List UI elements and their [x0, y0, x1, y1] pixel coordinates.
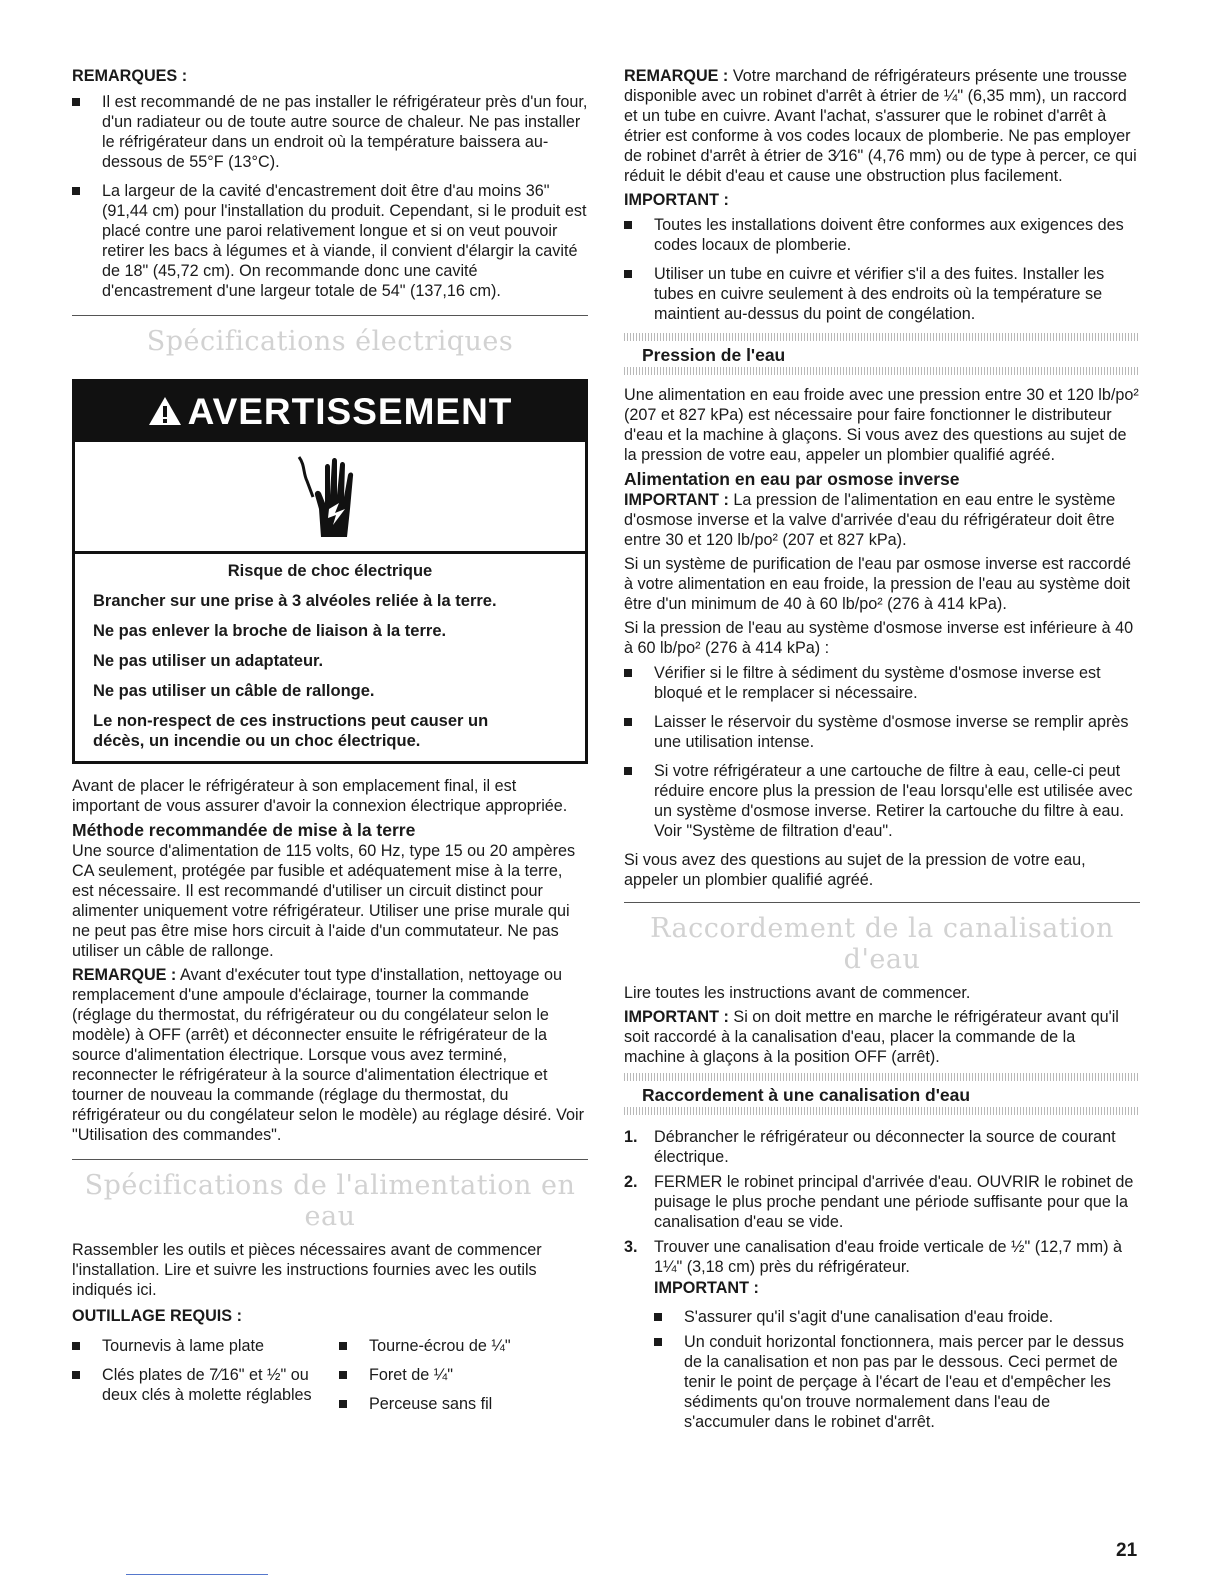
right-column — [624, 66, 1140, 1437]
warning-line: Ne pas utiliser un câble de rallonge. — [93, 682, 375, 700]
warning-line: Ne pas utiliser un adaptateur. — [93, 652, 324, 670]
tools-column-1 — [72, 1336, 339, 1423]
osmose-paragraph: Si un système de purification de l'eau par osmose inverse est raccordé à votre alimentation en eau froide, la pression de l'eau au système doit être d'un minimum de 40 à 60 lb/po² (276 à 414 kPa). — [624, 555, 1131, 613]
section-title-electrical: Spécifications électriques — [146, 326, 514, 357]
step-text: Trouver une canalisation d'eau froide verticale de ½" (12,7 mm) à 1¼" (3,18 cm) près du réfrigérateur. — [654, 1238, 1123, 1276]
important-list — [624, 215, 1140, 324]
section3-important-text: Si on doit mettre en marche le réfrigérateur avant qu'il soit raccordé à la canalisation d'eau, placer la commande de la machine à glaçons à la position OFF (arrêt). — [624, 1008, 1119, 1066]
list-item: Toutes les installations doivent être conformes aux exigences des codes locaux de plomberie. — [624, 215, 1140, 255]
section-title-water-supply: Spécifications de l'alimentation en eau — [84, 1170, 576, 1232]
remarque-label: REMARQUE : — [72, 966, 177, 984]
list-item: Il est recommandé de ne pas installer le réfrigérateur près d'un four, d'un radiateur ou de toute autre source de chaleur. Ne pas installer le réfrigérateur dans un endroit où la température baissera au-dessous de 55°F (13°C). — [72, 92, 588, 172]
subsection-rule — [624, 1107, 1140, 1115]
section3-paragraph: Lire toutes les instructions avant de commencer. — [624, 984, 971, 1002]
remarque-label: REMARQUE : — [624, 67, 729, 85]
footer-link-line — [126, 1574, 268, 1575]
important-label: IMPORTANT : — [624, 191, 729, 209]
intro-paragraph: Avant de placer le réfrigérateur à son emplacement final, il est important de vous assurer d'avoir la connexion électrique appropriée. — [72, 777, 568, 815]
important-label: IMPORTANT : — [654, 1279, 759, 1297]
warning-header — [75, 382, 585, 442]
list-item: Perceuse sans fil — [339, 1394, 588, 1414]
list-item: S'assurer qu'il s'agit d'une canalisation d'eau froide. — [654, 1307, 1140, 1327]
list-item: Un conduit horizontal fonctionnera, mais percer par le dessus de la canalisation et non pas par le dessous. Ceci permet de tenir le point de perçage à l'écart de l'eau et d'empêcher les sédiments qu'on trouve normalement dans l'eau de s'accumuler dans le robinet d'arrêt. — [654, 1332, 1140, 1432]
pression-paragraph: Une alimentation en eau froide avec une pression entre 30 et 120 lb/po² (207 et 827 kPa) est nécessaire pour faire fonctionner le distributeur d'eau et la machine à glaçons. Si vous avez des questions au sujet de la pression de votre eau, appeler un plombier qualifié agréé. — [624, 386, 1139, 464]
step-item — [624, 1127, 1140, 1167]
list-item: Laisser le réservoir du système d'osmose inverse se remplir après une utilisation intense. — [624, 712, 1140, 752]
warning-box — [72, 379, 588, 764]
subsection-rule — [624, 333, 1140, 341]
warning-header-text: AVERTISSEMENT — [187, 391, 513, 432]
tools-list — [72, 1336, 588, 1423]
list-item: La largeur de la cavité d'encastrement doit être d'au moins 36" (91,44 cm) pour l'installation du produit. Cependant, si le produit est placé contre une paroi relativement longue et si on veut pouvoir retirer les bacs à légumes et à viande, il convient d'élargir la cavité de 18" (45,72 cm). On recommande donc une cavité d'encastrement d'une largeur totale de 54" (137,16 cm). — [72, 181, 588, 301]
remarques-label: REMARQUES : — [72, 67, 188, 85]
outillage-label: OUTILLAGE REQUIS : — [72, 1307, 242, 1325]
osmose-heading: Alimentation en eau par osmose inverse — [624, 469, 960, 489]
electric-shock-hand-icon — [75, 442, 585, 554]
step-number: 1. — [624, 1128, 638, 1146]
left-column — [72, 66, 588, 1423]
list-item: Clés plates de 7⁄16" et ½" ou deux clés à molette réglables — [72, 1365, 321, 1405]
step-text: Débrancher le réfrigérateur ou déconnecter la source de courant électrique. — [654, 1128, 1116, 1166]
osmose-paragraph: Si vous avez des questions au sujet de la pression de votre eau, appeler un plombier qualifié agréé. — [624, 851, 1086, 889]
tools-column-2 — [339, 1336, 588, 1423]
page-number: 21 — [1116, 1540, 1138, 1561]
remarque-text: Votre marchand de réfrigérateurs présente une trousse disponible avec un robinet d'arrêt à étrier de ¼" (6,35 mm), un raccord et un tube en cuivre. Avant l'achat, s'assurer que le robinet d'arrêt à étrier est conforme à vos codes locaux de plomberie. Ne pas employer de robinet d'arrêt à étrier de 3⁄16" (4,76 mm) ou de type à percer, ce qui réduit le débit d'eau et cause une obstruction plus facilement. — [624, 67, 1137, 185]
remarques-list — [72, 92, 588, 301]
step-text: FERMER le robinet principal d'arrivée d'eau. OUVRIR le robinet de puisage le plus proche pendant une période suffisante pour que la canalisation d'eau se vide. — [654, 1173, 1134, 1231]
pression-heading: Pression de l'eau — [642, 345, 786, 365]
step-item — [624, 1172, 1140, 1232]
step-number: 2. — [624, 1173, 638, 1191]
raccord-heading: Raccordement à une canalisation d'eau — [642, 1085, 971, 1105]
osmose-important-paragraph — [624, 490, 1140, 550]
list-item: Foret de ¼" — [339, 1365, 588, 1385]
step-item — [624, 1237, 1140, 1432]
important-label: IMPORTANT : — [624, 1008, 729, 1026]
subsection-rule — [624, 1073, 1140, 1081]
steps-list — [624, 1127, 1140, 1432]
warning-title: Risque de choc électrique — [227, 562, 433, 580]
list-item: Utiliser un tube en cuivre et vérifier s'il a des fuites. Installer les tubes en cuivre seulement à des endroits où la température se maintient au-dessus du point de congélation. — [624, 264, 1140, 324]
remarque-paragraph — [72, 965, 588, 1145]
step3-list — [654, 1307, 1140, 1432]
list-item: Tournevis à lame plate — [72, 1336, 321, 1356]
osmose-list — [624, 663, 1140, 841]
warning-line: Brancher sur une prise à 3 alvéoles reliée à la terre. — [93, 592, 497, 610]
list-item: Tourne-écrou de ¼" — [339, 1336, 588, 1356]
subsection-rule — [624, 367, 1140, 375]
methode-heading: Méthode recommandée de mise à la terre — [72, 820, 416, 840]
list-item: Si votre réfrigérateur a une cartouche de filtre à eau, celle-ci peut réduire encore plus la pression de l'eau lorsqu'elle est utilisée avec un système d'osmose inverse. Retirer la cartouche du filtre à eau. Voir "Système de filtration d'eau". — [624, 761, 1140, 841]
step-number: 3. — [624, 1238, 638, 1256]
methode-paragraph: Une source d'alimentation de 115 volts, 60 Hz, type 15 ou 20 ampères CA seulement, protégée par fusible et adéquatement mise à la terre, est nécessaire. Il est recommandé d'utiliser un circuit distinct pour alimenter uniquement votre réfrigérateur. Utiliser une prise murale qui ne peut pas être mise hors circuit à l'aide d'un commutateur. Ne pas utiliser un câble de rallonge. — [72, 842, 576, 960]
section3-important-paragraph — [624, 1007, 1140, 1067]
warning-triangle-icon — [148, 384, 182, 444]
osmose-important-text: La pression de l'alimentation en eau entre le système d'osmose inverse et la valve d'arrivée d'eau du réfrigérateur doit être entre 30 et 120 lb/po² (207 et 827 kPa). — [624, 491, 1116, 549]
warning-body — [75, 554, 585, 761]
list-item: Vérifier si le filtre à sédiment du système d'osmose inverse est bloqué et le remplacer si nécessaire. — [624, 663, 1140, 703]
osmose-paragraph: Si la pression de l'eau au système d'osmose inverse est inférieure à 40 à 60 lb/po² (276 à 414 kPa) : — [624, 619, 1134, 657]
section2-paragraph: Rassembler les outils et pièces nécessaires avant de commencer l'installation. Lire et suivre les instructions fournies avec les outils indiqués ici. — [72, 1241, 542, 1299]
remarque-paragraph — [624, 66, 1140, 186]
section-title-water-line: Raccordement de la canalisation d'eau — [650, 913, 1114, 975]
remarque-text: Avant d'exécuter tout type d'installation, nettoyage ou remplacement d'une ampoule d'éclairage, tourner la commande (réglage du thermostat, du réfrigérateur ou du congélateur selon le modèle) à OFF (arrêt) et déconnecter ensuite le réfrigérateur de la source d'alimentation électrique. Lorsque vous avez terminé, reconnecter le réfrigérateur à la source d'alimentation électrique et tourner de nouveau la commande (réglage du thermostat, du réfrigérateur ou du congélateur selon le modèle) au réglage désiré. Voir "Utilisation des commandes". — [72, 966, 585, 1144]
warning-line: Le non-respect de ces instructions peut causer un décès, un incendie ou un choc électrique. — [93, 712, 489, 750]
warning-line: Ne pas enlever la broche de liaison à la terre. — [93, 622, 447, 640]
important-label: IMPORTANT : — [624, 491, 729, 509]
